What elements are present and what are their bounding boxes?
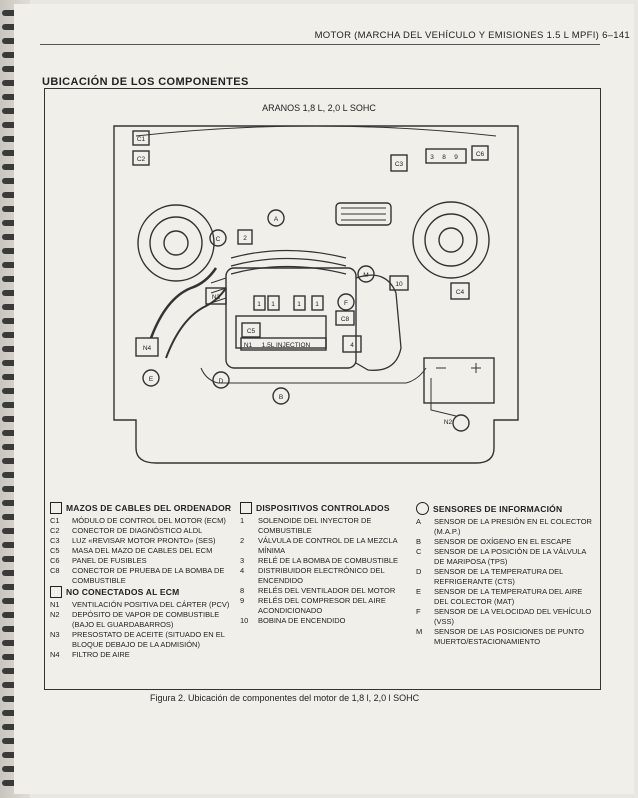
legend-item (416, 537, 594, 547)
legend-item (240, 516, 410, 536)
label-f: F (344, 300, 348, 307)
label-1d: 1 (315, 301, 319, 308)
legend-item-code: 8 (240, 586, 245, 595)
header-rule (40, 44, 600, 45)
firewall-curve (136, 126, 496, 136)
label-a: A (273, 216, 279, 223)
legend-item-text: RELÉS DEL COMPRESOR DEL AIRE ACONDICIONADO (258, 596, 386, 615)
legend-item (416, 587, 594, 607)
legend-item-code: 3 (240, 556, 245, 565)
legend-item-text: SENSOR DE LA TEMPERATURA DEL REFRIGERANTE (CTS) (434, 567, 564, 586)
label-c4: C4 (455, 289, 465, 296)
square-symbol-icon (50, 502, 62, 514)
legend-harness-heading: MAZOS DE CABLES DEL ORDENADOR (66, 503, 232, 513)
label-fuse-3: 3 (430, 154, 434, 161)
label-d: D (218, 378, 224, 385)
legend-item-text: CONECTOR DE PRUEBA DE LA BOMBA DE COMBUSTIBLE (72, 566, 225, 585)
diagram-title: ARANOS 1,8 L, 2,0 L SOHC (262, 103, 376, 113)
legend-item-code: C8 (50, 566, 60, 575)
legend-item-code: 4 (240, 566, 245, 575)
legend-item-code: 10 (240, 616, 249, 625)
label-c1: C1 (136, 136, 146, 143)
legend-item-text: VENTILACIÓN POSITIVA DEL CÁRTER (PCV) (72, 600, 230, 609)
label-m: M (363, 272, 369, 279)
engine-bay-diagram (106, 118, 526, 488)
legend-item (240, 616, 410, 626)
legend-item-code: C3 (50, 536, 60, 545)
inner-bay-line (201, 368, 426, 383)
legend-item (416, 567, 594, 587)
legend-harness (50, 502, 235, 660)
legend-item-text: SENSOR DE LAS POSICIONES DE PUNTO MUERTO/ESTACIONAMIENTO (434, 627, 584, 646)
legend-item (50, 566, 235, 586)
label-1b: 1 (271, 301, 275, 308)
section-title: UBICACIÓN DE LOS COMPONENTES (42, 76, 249, 88)
legend-item (50, 556, 235, 566)
legend-item (240, 566, 410, 586)
legend-item-text: RELÉ DE LA BOMBA DE COMBUSTIBLE (258, 556, 399, 565)
legend-item-code: N1 (50, 600, 60, 609)
legend-sensors (416, 502, 594, 647)
legend-item-text: SENSOR DE LA VELOCIDAD DEL VEHÍCULO (VSS) (434, 607, 592, 626)
legend-item-text: DEPÓSITO DE VAPOR DE COMBUSTIBLE (BAJO EL GUARDABARROS) (72, 610, 220, 629)
legend-item-code: A (416, 517, 422, 526)
label-n3: N3 (211, 294, 221, 301)
legend-item (50, 630, 235, 650)
legend-devices (240, 502, 410, 626)
figure-caption: Figura 2. Ubicación de componentes del motor de 1,8 l, 2,0 l SOHC (150, 693, 420, 703)
legend-item-text: SENSOR DE OXÍGENO EN EL ESCAPE (434, 537, 572, 546)
label-n2: N2 (443, 419, 453, 426)
legend-not-connected-heading: NO CONECTADOS AL ECM (66, 587, 180, 597)
label-c8: C8 (340, 316, 350, 323)
label-1a: 1 (257, 301, 261, 308)
label-10: 10 (395, 281, 403, 288)
legend-item-code: C6 (50, 556, 60, 565)
label-c3: C3 (394, 161, 404, 168)
legend-item-text: FILTRO DE AIRE (72, 650, 130, 659)
legend-item-code: M (416, 627, 423, 636)
label-1c: 1 (297, 301, 301, 308)
ground-strap (431, 378, 456, 416)
legend-item-code: 1 (240, 516, 245, 525)
legend-item-code: N4 (50, 650, 60, 659)
legend-item (50, 546, 235, 556)
legend-item-code: N2 (50, 610, 60, 619)
label-fuse-8: 8 (442, 154, 446, 161)
legend-item (240, 596, 410, 616)
label-c: C (215, 236, 221, 243)
legend-item-code: 9 (240, 596, 245, 605)
legend-item (240, 556, 410, 566)
legend-item (240, 586, 410, 596)
label-4: 4 (350, 342, 354, 349)
legend-sensors-heading: SENSORES DE INFORMACIÓN (433, 503, 563, 514)
legend-item-code: C5 (50, 546, 60, 555)
intake-manifold (231, 251, 346, 275)
label-n4: N4 (142, 345, 152, 352)
label-fuse-9: 9 (454, 154, 458, 161)
label-b: B (278, 394, 284, 401)
label-e: E (148, 376, 154, 383)
label-c5: C5 (246, 328, 256, 335)
legend-item-text: MASA DEL MAZO DE CABLES DEL ECM (72, 546, 213, 555)
legend-item (50, 610, 235, 630)
circle-symbol-icon (416, 502, 429, 515)
battery (424, 358, 494, 403)
legend-item-text: VÁLVULA DE CONTROL DE LA MEZCLA MÍNIMA (258, 536, 398, 555)
engine-plate-text: 1.5L INJECTION (261, 342, 311, 349)
label-c6: C6 (475, 151, 485, 158)
legend-item-text: DISTRIBUIDOR ELECTRÓNICO DEL ENCENDIDO (258, 566, 385, 585)
legend-item (240, 536, 410, 556)
legend-item (416, 547, 594, 567)
legend-item-text: SENSOR DE LA POSICIÓN DE LA VÁLVULA DE MARIPOSA (TPS) (434, 547, 587, 566)
legend-item-text: PRESOSTATO DE ACEITE (SITUADO EN EL BLOQUE DEBAJO DE LA ADMISIÓN) (72, 630, 225, 649)
legend-item (416, 517, 594, 537)
label-c2: C2 (136, 156, 146, 163)
legend-item (50, 536, 235, 546)
legend-item-text: RELÉS DEL VENTILADOR DEL MOTOR (258, 586, 396, 595)
legend-item-code: C (416, 547, 422, 556)
legend-item-code: F (416, 607, 421, 616)
legend-item-code: E (416, 587, 422, 596)
legend-item-text: SENSOR DE LA PRESIÓN EN EL COLECTOR (M.A.P.) (434, 517, 592, 536)
legend-item (50, 600, 235, 610)
legend-item-code: C2 (50, 526, 60, 535)
legend-item-code: C1 (50, 516, 60, 525)
legend-item (416, 627, 594, 647)
legend-item (50, 516, 235, 526)
legend-item (50, 650, 235, 660)
legend-item-code: D (416, 567, 422, 576)
legend-item-text: SOLENOIDE DEL INYECTOR DE COMBUSTIBLE (258, 516, 372, 535)
legend-item (416, 607, 594, 627)
legend-item-text: BOBINA DE ENCENDIDO (258, 616, 346, 625)
legend-item-text: SENSOR DE LA TEMPERATURA DEL AIRE DEL COLECTOR (MAT) (434, 587, 583, 606)
running-header: MOTOR (MARCHA DEL VEHÍCULO Y EMISIONES 1.5 L MPFI) 6–141 (314, 30, 630, 41)
legend-item-code: N3 (50, 630, 60, 639)
label-2: 2 (243, 235, 247, 242)
legend-item-code: B (416, 537, 422, 546)
square-symbol-icon (50, 586, 62, 598)
legend-item-text: CONECTOR DE DIAGNÓSTICO ALDL (72, 526, 203, 535)
label-n1: N1 (243, 342, 253, 349)
square-symbol-icon (240, 502, 252, 514)
legend-item-text: MÓDULO DE CONTROL DEL MOTOR (ECM) (72, 516, 226, 525)
legend-devices-heading: DISPOSITIVOS CONTROLADOS (256, 503, 390, 513)
legend-item (50, 526, 235, 536)
legend-item-text: PANEL DE FUSIBLES (72, 556, 147, 565)
legend-item-text: LUZ «REVISAR MOTOR PRONTO» (SES) (72, 536, 216, 545)
legend-item-code: 2 (240, 536, 245, 545)
